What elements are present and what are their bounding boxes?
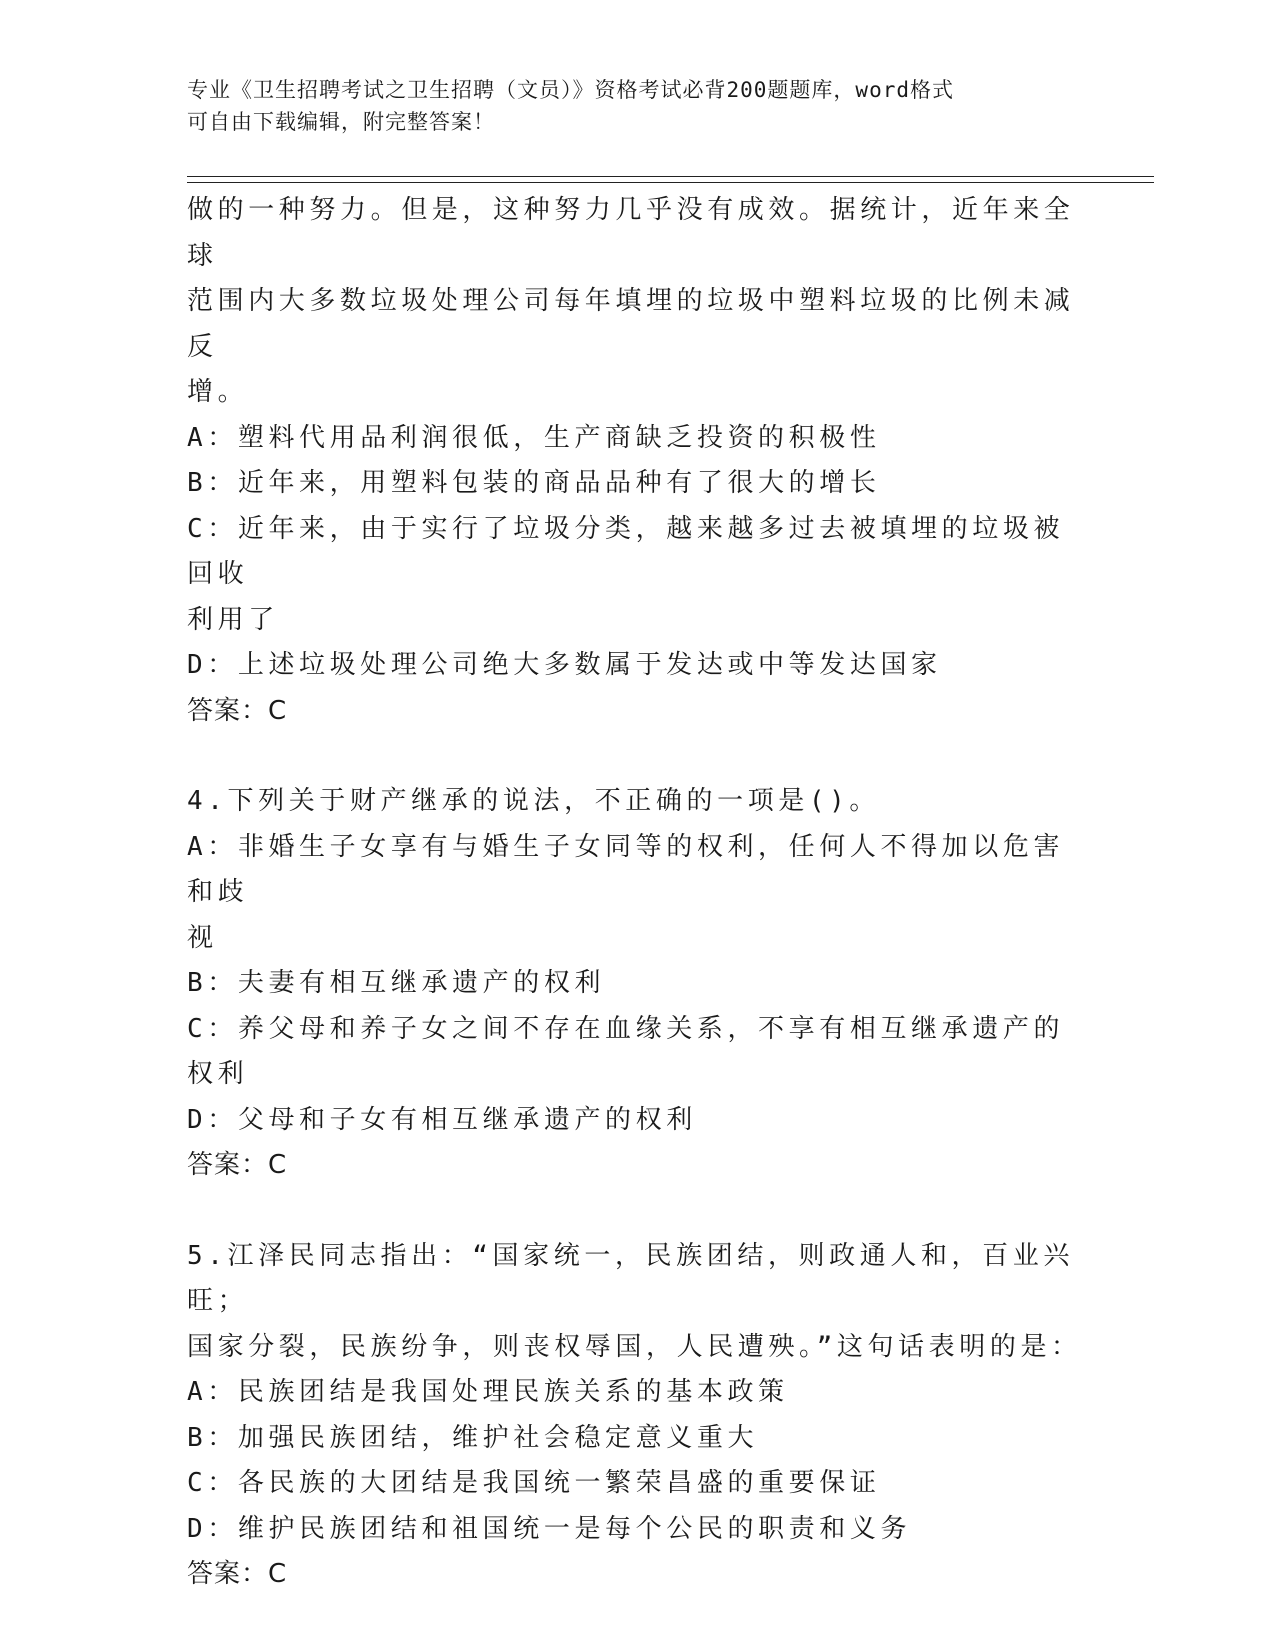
question-stem: 4.下列关于财产继承的说法，不正确的一项是()。	[187, 786, 881, 816]
option-d: D：维护民族团结和祖国统一是每个公民的职责和义务	[187, 1513, 912, 1544]
option-c: C：近年来，由于实行了垃圾分类，越来越多过去被填埋的垃圾被回收	[187, 513, 1065, 589]
question-5	[187, 1234, 1087, 1598]
header-rule-bottom	[187, 182, 1154, 183]
option-a: A：非婚生子女享有与婚生子女同等的权利，任何人不得加以危害和歧	[187, 831, 1065, 907]
option-b: B：夫妻有相互继承遗产的权利	[187, 968, 606, 998]
option-a: A：塑料代用品利润很低，生产商缺乏投资的积极性	[187, 422, 881, 453]
option-c-continued: 利用了	[187, 604, 279, 635]
answer: 答案：C	[187, 695, 288, 726]
answer: 答案：C	[187, 1559, 288, 1589]
question-4	[187, 779, 1087, 1189]
option-a: A：民族团结是我国处理民族关系的基本政策	[187, 1377, 789, 1407]
header-rule-top	[187, 176, 1154, 177]
spacer	[187, 734, 1087, 779]
question-stem: 国家分裂，民族纷争，则丧权辱国，人民遭殃。”这句话表明的是：	[187, 1331, 1082, 1362]
header-line-1: 专业《卫生招聘考试之卫生招聘（文员）》资格考试必背200题题库，word格式	[187, 78, 954, 102]
header-line-2: 可自由下载编辑，附完整答案！	[187, 110, 495, 134]
option-a-continued: 视	[187, 922, 218, 953]
option-d: D：上述垃圾处理公司绝大多数属于发达或中等发达国家	[187, 650, 942, 680]
question-stem: 增。	[187, 377, 249, 407]
question-stem: 5.江泽民同志指出：“国家统一，民族团结，则政通人和，百业兴旺；	[187, 1240, 1074, 1316]
option-d: D：父母和子女有相互继承遗产的权利	[187, 1104, 697, 1135]
option-c: C：养父母和养子女之间不存在血缘关系，不享有相互继承遗产的权利	[187, 1013, 1065, 1089]
answer: 答案：C	[187, 1150, 288, 1180]
question-3	[187, 188, 1087, 734]
option-b: B：近年来，用塑料包装的商品品种有了很大的增长	[187, 468, 881, 498]
question-stem: 范围内大多数垃圾处理公司每年填埋的垃圾中塑料垃圾的比例未减反	[187, 286, 1075, 362]
spacer	[187, 1189, 1087, 1234]
document-body	[187, 188, 1087, 1598]
option-b: B：加强民族团结，维护社会稳定意义重大	[187, 1422, 759, 1453]
page-header	[187, 74, 1087, 138]
question-stem: 做的一种努力。但是，这种努力几乎没有成效。据统计，近年来全球	[187, 195, 1075, 271]
option-c: C：各民族的大团结是我国统一繁荣昌盛的重要保证	[187, 1468, 881, 1498]
